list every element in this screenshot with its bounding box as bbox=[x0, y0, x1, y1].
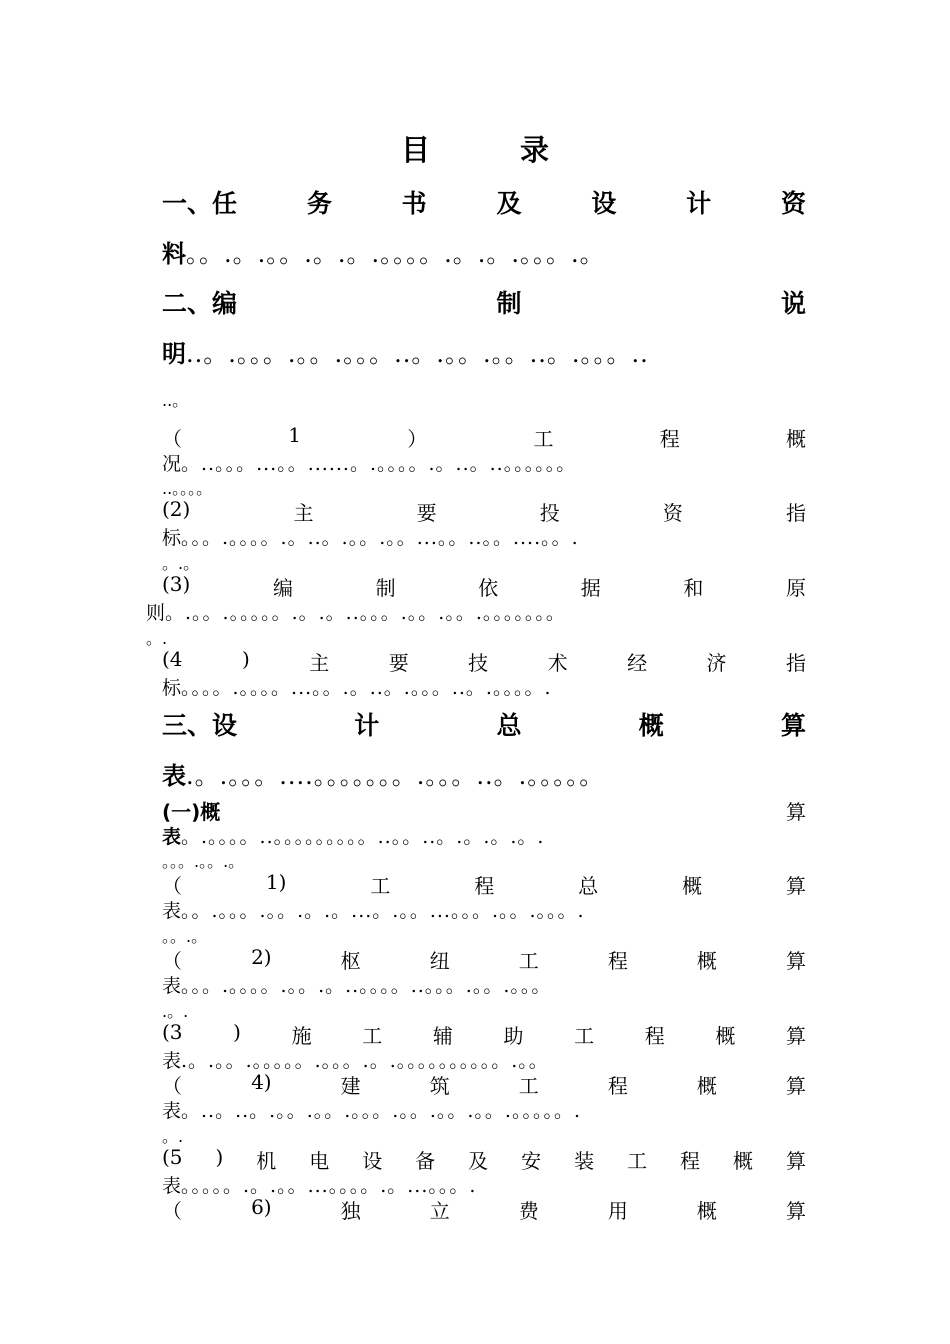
toc-entry-word: 程 bbox=[607, 949, 628, 973]
toc-entry-word: 制 bbox=[375, 576, 396, 600]
toc-entry-word: 设 bbox=[362, 1149, 383, 1173]
toc-entry-lead-char: 表 bbox=[162, 762, 186, 790]
toc-entry-word: 概 bbox=[696, 1199, 717, 1223]
toc-dot-leader-continuation: 。。。.。。.。 bbox=[162, 852, 245, 871]
toc-entry-leader-line bbox=[162, 822, 812, 849]
toc-entry-lead-char: 则 bbox=[146, 602, 166, 624]
toc-entry-heading bbox=[162, 423, 806, 449]
toc-entry-leader-line bbox=[162, 1046, 812, 1073]
toc-dot-leader: ..。.。。。.。。.。。。..。.。。.。。..。.。。。.. bbox=[186, 340, 649, 368]
toc-entry-heading bbox=[162, 1195, 806, 1221]
toc-dot-leader-continuation: 。. bbox=[162, 1127, 184, 1146]
toc-entry-word: 辅 bbox=[432, 1024, 453, 1048]
toc-entry-word: (2) bbox=[162, 497, 191, 521]
toc-entry-word: 工 bbox=[574, 1024, 595, 1048]
toc-entry-leader-line bbox=[162, 1171, 812, 1198]
toc-entry-leader-line bbox=[162, 449, 812, 476]
toc-entry-word: 算 bbox=[785, 1149, 806, 1173]
toc-entry-heading bbox=[162, 870, 806, 896]
toc-entry-word: 资 bbox=[662, 501, 683, 525]
toc-entry-word: 工 bbox=[518, 1074, 539, 1098]
toc-entry-word: (5 bbox=[162, 1145, 183, 1169]
toc-entry-word: 工 bbox=[362, 1024, 383, 1048]
page-title: 目 录 bbox=[400, 133, 590, 167]
toc-entry-word: 1) bbox=[265, 870, 287, 894]
toc-entry-heading bbox=[162, 1070, 806, 1096]
toc-entry-word: 机 bbox=[256, 1149, 277, 1173]
toc-entry-word: 和 bbox=[683, 576, 704, 600]
toc-dot-leader: 。。.。。。.。。.。.。...。.。。...。。。.。。.。。。. bbox=[181, 900, 585, 922]
toc-entry-word: （ bbox=[162, 874, 182, 898]
toc-entry-word: ) bbox=[233, 1020, 241, 1044]
toc-entry-word: 算 bbox=[785, 874, 806, 898]
toc-entry-word: 程 bbox=[607, 1074, 628, 1098]
toc-dot-leader: 。..。..。.。。.。。.。。。.。。.。。.。。.。。。。。. bbox=[181, 1100, 581, 1122]
toc-dot-leader: 。。。。.。。。。...。。.。..。.。。。..。.。。。。. bbox=[181, 677, 552, 699]
toc-dot-leader-continuation: ..。 bbox=[162, 391, 189, 410]
toc-entry-word: 概 bbox=[682, 874, 703, 898]
toc-entry-word: 装 bbox=[574, 1149, 595, 1173]
toc-entry-lead-char: 表 bbox=[162, 1175, 182, 1197]
toc-entry-word: 枢 bbox=[340, 949, 361, 973]
toc-entry-word: 指 bbox=[785, 651, 806, 675]
toc-entry-heading bbox=[162, 284, 806, 318]
toc-entry-word: 概 bbox=[733, 1149, 753, 1173]
toc-entry-word: 二、编 bbox=[162, 289, 238, 318]
toc-entry-word: 务 bbox=[306, 189, 332, 218]
toc-entry-word: 主 bbox=[309, 651, 330, 675]
toc-entry-word: 用 bbox=[607, 1199, 628, 1223]
toc-entry-heading bbox=[162, 1145, 806, 1171]
toc-entry-word: 工 bbox=[370, 874, 391, 898]
toc-entry-heading bbox=[162, 184, 806, 218]
toc-entry-word: 助 bbox=[503, 1024, 524, 1048]
toc-entry-lead-char: 表 bbox=[162, 826, 182, 848]
toc-dot-leader: 。。.。.。。.。.。.。。。。.。.。.。。。.。 bbox=[186, 240, 605, 268]
toc-entry-word: 算 bbox=[786, 800, 806, 824]
toc-dot-leader: 。。。.。。。。.。..。.。。.。。...。。..。。....。。. bbox=[181, 527, 579, 549]
toc-entry-lead-char: 标 bbox=[162, 677, 182, 699]
toc-entry-word: 说 bbox=[780, 289, 806, 318]
toc-entry-leader-line bbox=[162, 756, 812, 791]
toc-entry-word: 概 bbox=[696, 1074, 717, 1098]
toc-entry-word: 总 bbox=[496, 711, 522, 740]
toc-entry-word: 概 bbox=[715, 1024, 736, 1048]
toc-entry-word: 算 bbox=[785, 1074, 806, 1098]
toc-entry-heading bbox=[162, 647, 806, 673]
toc-entry-lead-char: 况 bbox=[162, 453, 182, 475]
toc-dot-leader: 。。。.。。。。.。。.。..。。。。..。。。.。。.。。。 bbox=[181, 975, 552, 997]
toc-entry-word: 算 bbox=[785, 1024, 806, 1048]
toc-dot-leader: 。。。。。.。.。。...。。。。.。...。。。. bbox=[181, 1175, 477, 1197]
toc-entry-lead-char: 料 bbox=[162, 240, 186, 268]
toc-entry-word: 主 bbox=[293, 501, 314, 525]
toc-entry-leader-line bbox=[162, 971, 812, 998]
toc-entry-word: 要 bbox=[388, 651, 409, 675]
toc-entry-lead-char: 明 bbox=[162, 340, 186, 368]
toc-dot-leader-continuation: .。. bbox=[162, 1002, 189, 1021]
toc-entry-word: 电 bbox=[309, 1149, 330, 1173]
toc-entry-word: 工 bbox=[518, 949, 539, 973]
toc-entry-heading bbox=[162, 796, 806, 822]
toc-entry-lead-char: 表 bbox=[162, 900, 182, 922]
toc-dot-leader-continuation: 。。.。 bbox=[162, 927, 208, 946]
toc-entry-word: （ bbox=[162, 1199, 182, 1223]
toc-entry-leader-line bbox=[162, 896, 812, 923]
toc-dot-leader: .。.。。.。。。。。.。。。.。.。。。。。。。。。。.。。 bbox=[181, 1050, 549, 1072]
toc-entry-word: 纽 bbox=[429, 949, 450, 973]
toc-entry-word: (3 bbox=[162, 1020, 183, 1044]
toc-entry-word: 程 bbox=[680, 1149, 701, 1173]
toc-entry-heading bbox=[162, 1020, 806, 1046]
toc-entry-leader-line bbox=[162, 523, 812, 550]
toc-entry-word: ) bbox=[215, 1145, 224, 1169]
toc-entry-word: 4) bbox=[251, 1070, 272, 1094]
toc-dot-leader-continuation: ..。。。。 bbox=[162, 479, 213, 498]
toc-entry-heading bbox=[162, 706, 806, 740]
toc-entry-word: 算 bbox=[785, 949, 806, 973]
toc-entry-word: 济 bbox=[706, 651, 727, 675]
toc-entry-word: 费 bbox=[518, 1199, 539, 1223]
toc-entry-leader-line bbox=[162, 234, 812, 269]
toc-entry-word: 资 bbox=[780, 189, 806, 218]
toc-entry-word: （ bbox=[162, 1074, 182, 1098]
toc-entry-word: ） bbox=[407, 427, 428, 451]
toc-entry-word: 及 bbox=[496, 189, 522, 218]
toc-entry-word: 工 bbox=[533, 427, 554, 451]
toc-entry-leader-line bbox=[146, 598, 796, 625]
toc-entry-word: （ bbox=[162, 949, 182, 973]
toc-entry-word: (3) bbox=[162, 572, 191, 596]
toc-entry-lead-char: 表 bbox=[162, 1100, 182, 1122]
toc-entry-word: 书 bbox=[401, 189, 427, 218]
toc-entry-word: ) bbox=[241, 647, 250, 671]
toc-entry-word: 建 bbox=[340, 1074, 361, 1098]
toc-entry-word: 计 bbox=[354, 711, 380, 740]
toc-entry-word: 三、设 bbox=[162, 711, 238, 740]
toc-entry-heading bbox=[162, 497, 806, 523]
toc-entry-word: 指 bbox=[785, 501, 806, 525]
toc-entry-word: 一、任 bbox=[162, 189, 238, 218]
toc-entry-word: 备 bbox=[415, 1149, 436, 1173]
toc-entry-word: 程 bbox=[644, 1024, 665, 1048]
toc-entry-word: 程 bbox=[659, 427, 680, 451]
toc-entry-leader-line bbox=[162, 673, 812, 700]
toc-entry-word: (4 bbox=[162, 647, 183, 671]
toc-entry-leader-line bbox=[162, 1096, 812, 1123]
toc-entry-word: 总 bbox=[578, 874, 599, 898]
toc-entry-heading bbox=[162, 945, 806, 971]
toc-entry-lead-char: 表 bbox=[162, 975, 182, 997]
toc-entry-word: 设 bbox=[591, 189, 617, 218]
toc-entry-word: 算 bbox=[785, 1199, 806, 1223]
toc-dot-leader: .。.。。。....。。。。。。。.。。。..。.。。。。。 bbox=[186, 762, 605, 790]
toc-entry-word: 原 bbox=[786, 576, 806, 600]
toc-entry-word: 投 bbox=[539, 501, 560, 525]
toc-entry-leader-line bbox=[162, 334, 812, 369]
toc-entry-word: 概 bbox=[785, 427, 806, 451]
toc-entry-word: 概 bbox=[638, 711, 664, 740]
toc-entry-word: 要 bbox=[416, 501, 437, 525]
toc-dot-leader-continuation: 。. bbox=[146, 629, 168, 648]
toc-entry-word: 编 bbox=[272, 576, 293, 600]
toc-entry-lead-char: 表 bbox=[162, 1050, 182, 1072]
toc-entry-word: 施 bbox=[291, 1024, 312, 1048]
toc-entry-word: 程 bbox=[474, 874, 495, 898]
toc-entry-heading bbox=[162, 572, 806, 598]
toc-entry-word: 独 bbox=[340, 1199, 361, 1223]
toc-dot-leader: 。.。。.。。。。。.。.。..。。。.。。.。。.。。。。。。。 bbox=[165, 602, 566, 624]
toc-entry-word: 依 bbox=[478, 576, 499, 600]
toc-entry-word: 算 bbox=[780, 711, 806, 740]
toc-entry-word: 2) bbox=[251, 945, 272, 969]
toc-entry-word: 制 bbox=[496, 289, 522, 318]
toc-dot-leader: 。..。。。...。。......。.。。。。.。..。..。。。。。。 bbox=[181, 453, 577, 475]
toc-entry-word: 1 bbox=[288, 423, 301, 447]
toc-entry-word: (一)概 bbox=[162, 800, 221, 824]
toc-entry-word: 安 bbox=[521, 1149, 542, 1173]
toc-entry-word: 概 bbox=[696, 949, 717, 973]
toc-entry-word: 计 bbox=[686, 189, 712, 218]
toc-dot-leader: 。.。。。。..。。。。。。。。。..。。..。.。.。.。. bbox=[181, 826, 545, 848]
toc-entry-word: 据 bbox=[580, 576, 601, 600]
toc-entry-word: 术 bbox=[547, 651, 568, 675]
toc-dot-leader-continuation: 。.。 bbox=[162, 554, 200, 573]
toc-entry-lead-char: 标 bbox=[162, 527, 182, 549]
toc-entry-word: 6) bbox=[251, 1195, 272, 1219]
toc-entry-word: 工 bbox=[627, 1149, 648, 1173]
toc-entry-word: 及 bbox=[468, 1149, 489, 1173]
toc-entry-word: 立 bbox=[429, 1199, 450, 1223]
toc-entry-word: （ bbox=[162, 427, 182, 451]
toc-entry-word: 经 bbox=[627, 651, 648, 675]
toc-entry-word: 筑 bbox=[429, 1074, 450, 1098]
toc-entry-word: 技 bbox=[468, 651, 489, 675]
